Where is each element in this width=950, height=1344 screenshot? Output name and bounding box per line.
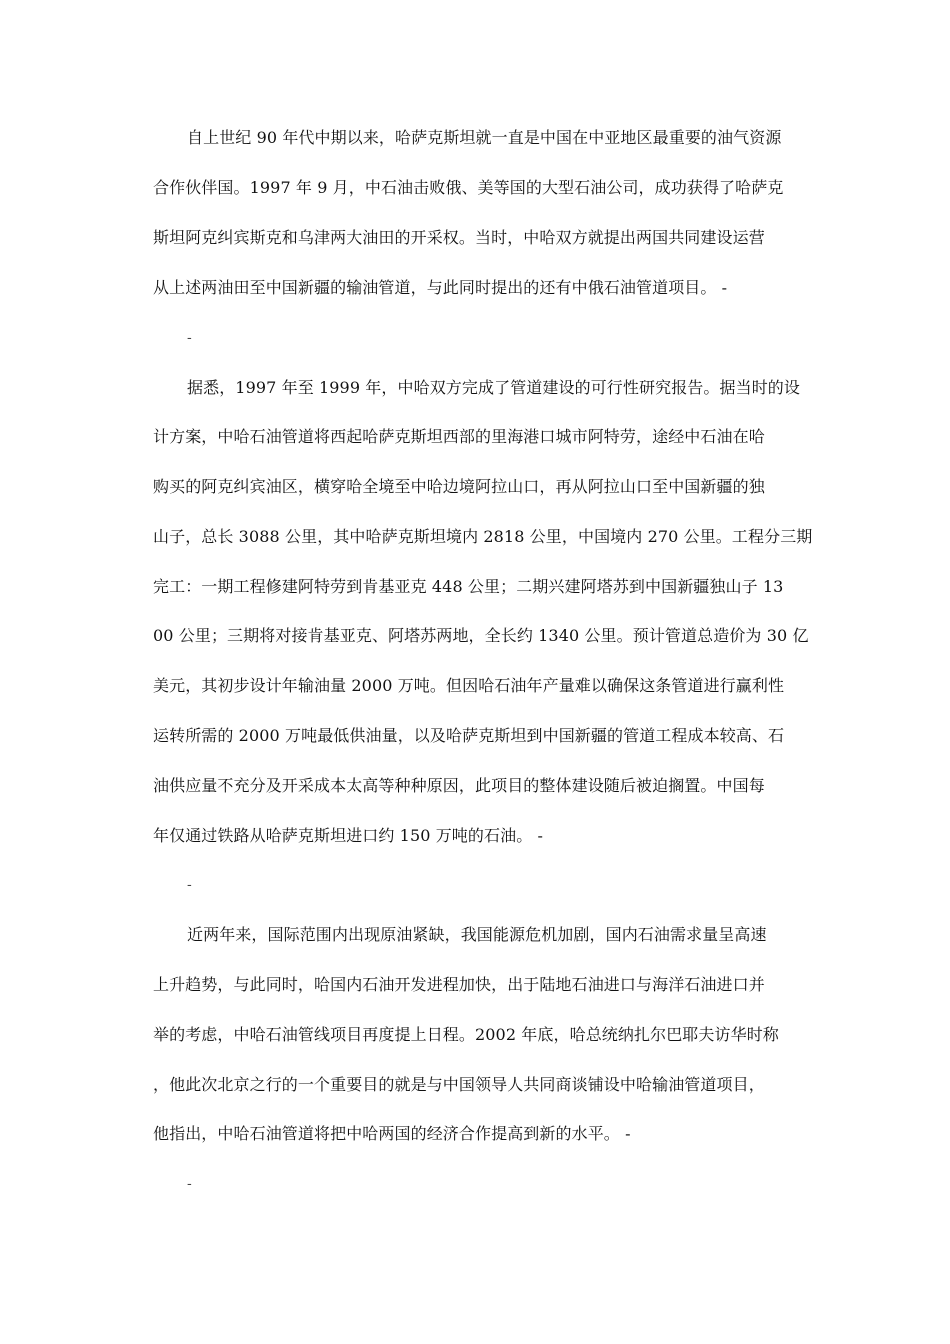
paragraph-3-line-1: 近两年来，国际范围内出现原油紧缺，我国能源危机加剧，国内石油需求量呈高速 xyxy=(187,925,767,944)
paragraph-3-line-4: ，他此次北京之行的一个重要目的就是与中国领导人共同商谈铺设中哈输油管道项目， xyxy=(153,1075,765,1094)
paragraph-2-line-1: 据悉，1997 年至 1999 年，中哈双方完成了管道建设的可行性研究报告。据当时的设 xyxy=(187,378,800,397)
paragraph-1-line-1: 自上世纪 90 年代中期以来，哈萨克斯坦就一直是中国在中亚地区最重要的油气资源 xyxy=(187,128,782,147)
paragraph-2-line-2: 计方案，中哈石油管道将西起哈萨克斯坦西部的里海港口城市阿特劳，途经中石油在哈 xyxy=(153,427,765,446)
paragraph-1-line-3: 斯坦阿克纠宾斯克和乌津两大油田的开采权。当时，中哈双方就提出两国共同建设运营 xyxy=(153,228,765,247)
paragraph-3-line-2: 上升趋势，与此同时，哈国内石油开发进程加快，出于陆地石油进口与海洋石油进口并 xyxy=(153,975,765,994)
paragraph-2-line-5: 完工：一期工程修建阿特劳到肯基亚克 448 公里；二期兴建阿塔苏到中国新疆独山子 13 xyxy=(153,577,784,596)
paragraph-2-line-3: 购买的阿克纠宾油区，横穿哈全境至中哈边境阿拉山口，再从阿拉山口至中国新疆的独 xyxy=(153,477,765,496)
paragraph-3-line-5: 他指出，中哈石油管道将把中哈两国的经济合作提高到新的水平。 - xyxy=(153,1124,631,1143)
paragraph-2-line-6: 00 公里；三期将对接肯基亚克、阿塔苏两地，全长约 1340 公里。预计管道总造价为 30 亿 xyxy=(153,626,809,645)
paragraph-2-line-9: 油供应量不充分及开采成本太高等种种原因，此项目的整体建设随后被迫搁置。中国每 xyxy=(153,776,765,795)
paragraph-1-mark: - xyxy=(187,330,192,346)
paragraph-2-line-8: 运转所需的 2000 万吨最低供油量，以及哈萨克斯坦到中国新疆的管道工程成本较高、石 xyxy=(153,726,785,745)
paragraph-1-line-2: 合作伙伴国。1997 年 9 月，中石油击败俄、美等国的大型石油公司，成功获得了哈萨克 xyxy=(153,178,784,197)
paragraph-2-mark: - xyxy=(187,877,192,893)
paragraph-2-line-4: 山子，总长 3088 公里，其中哈萨克斯坦境内 2818 公里，中国境内 270 公里。工程分三期 xyxy=(153,527,813,546)
paragraph-1-line-4: 从上述两油田至中国新疆的输油管道，与此同时提出的还有中俄石油管道项目。 - xyxy=(153,278,728,297)
paragraph-2-line-7: 美元，其初步设计年输油量 2000 万吨。但因哈石油年产量难以确保这条管道进行赢利性 xyxy=(153,676,785,695)
paragraph-3-mark: - xyxy=(187,1176,192,1192)
paragraph-3-line-3: 举的考虑，中哈石油管线项目再度提上日程。2002 年底，哈总统纳扎尔巴耶夫访华时称 xyxy=(153,1025,779,1044)
paragraph-2-line-10: 年仅通过铁路从哈萨克斯坦进口约 150 万吨的石油。 - xyxy=(153,826,544,845)
